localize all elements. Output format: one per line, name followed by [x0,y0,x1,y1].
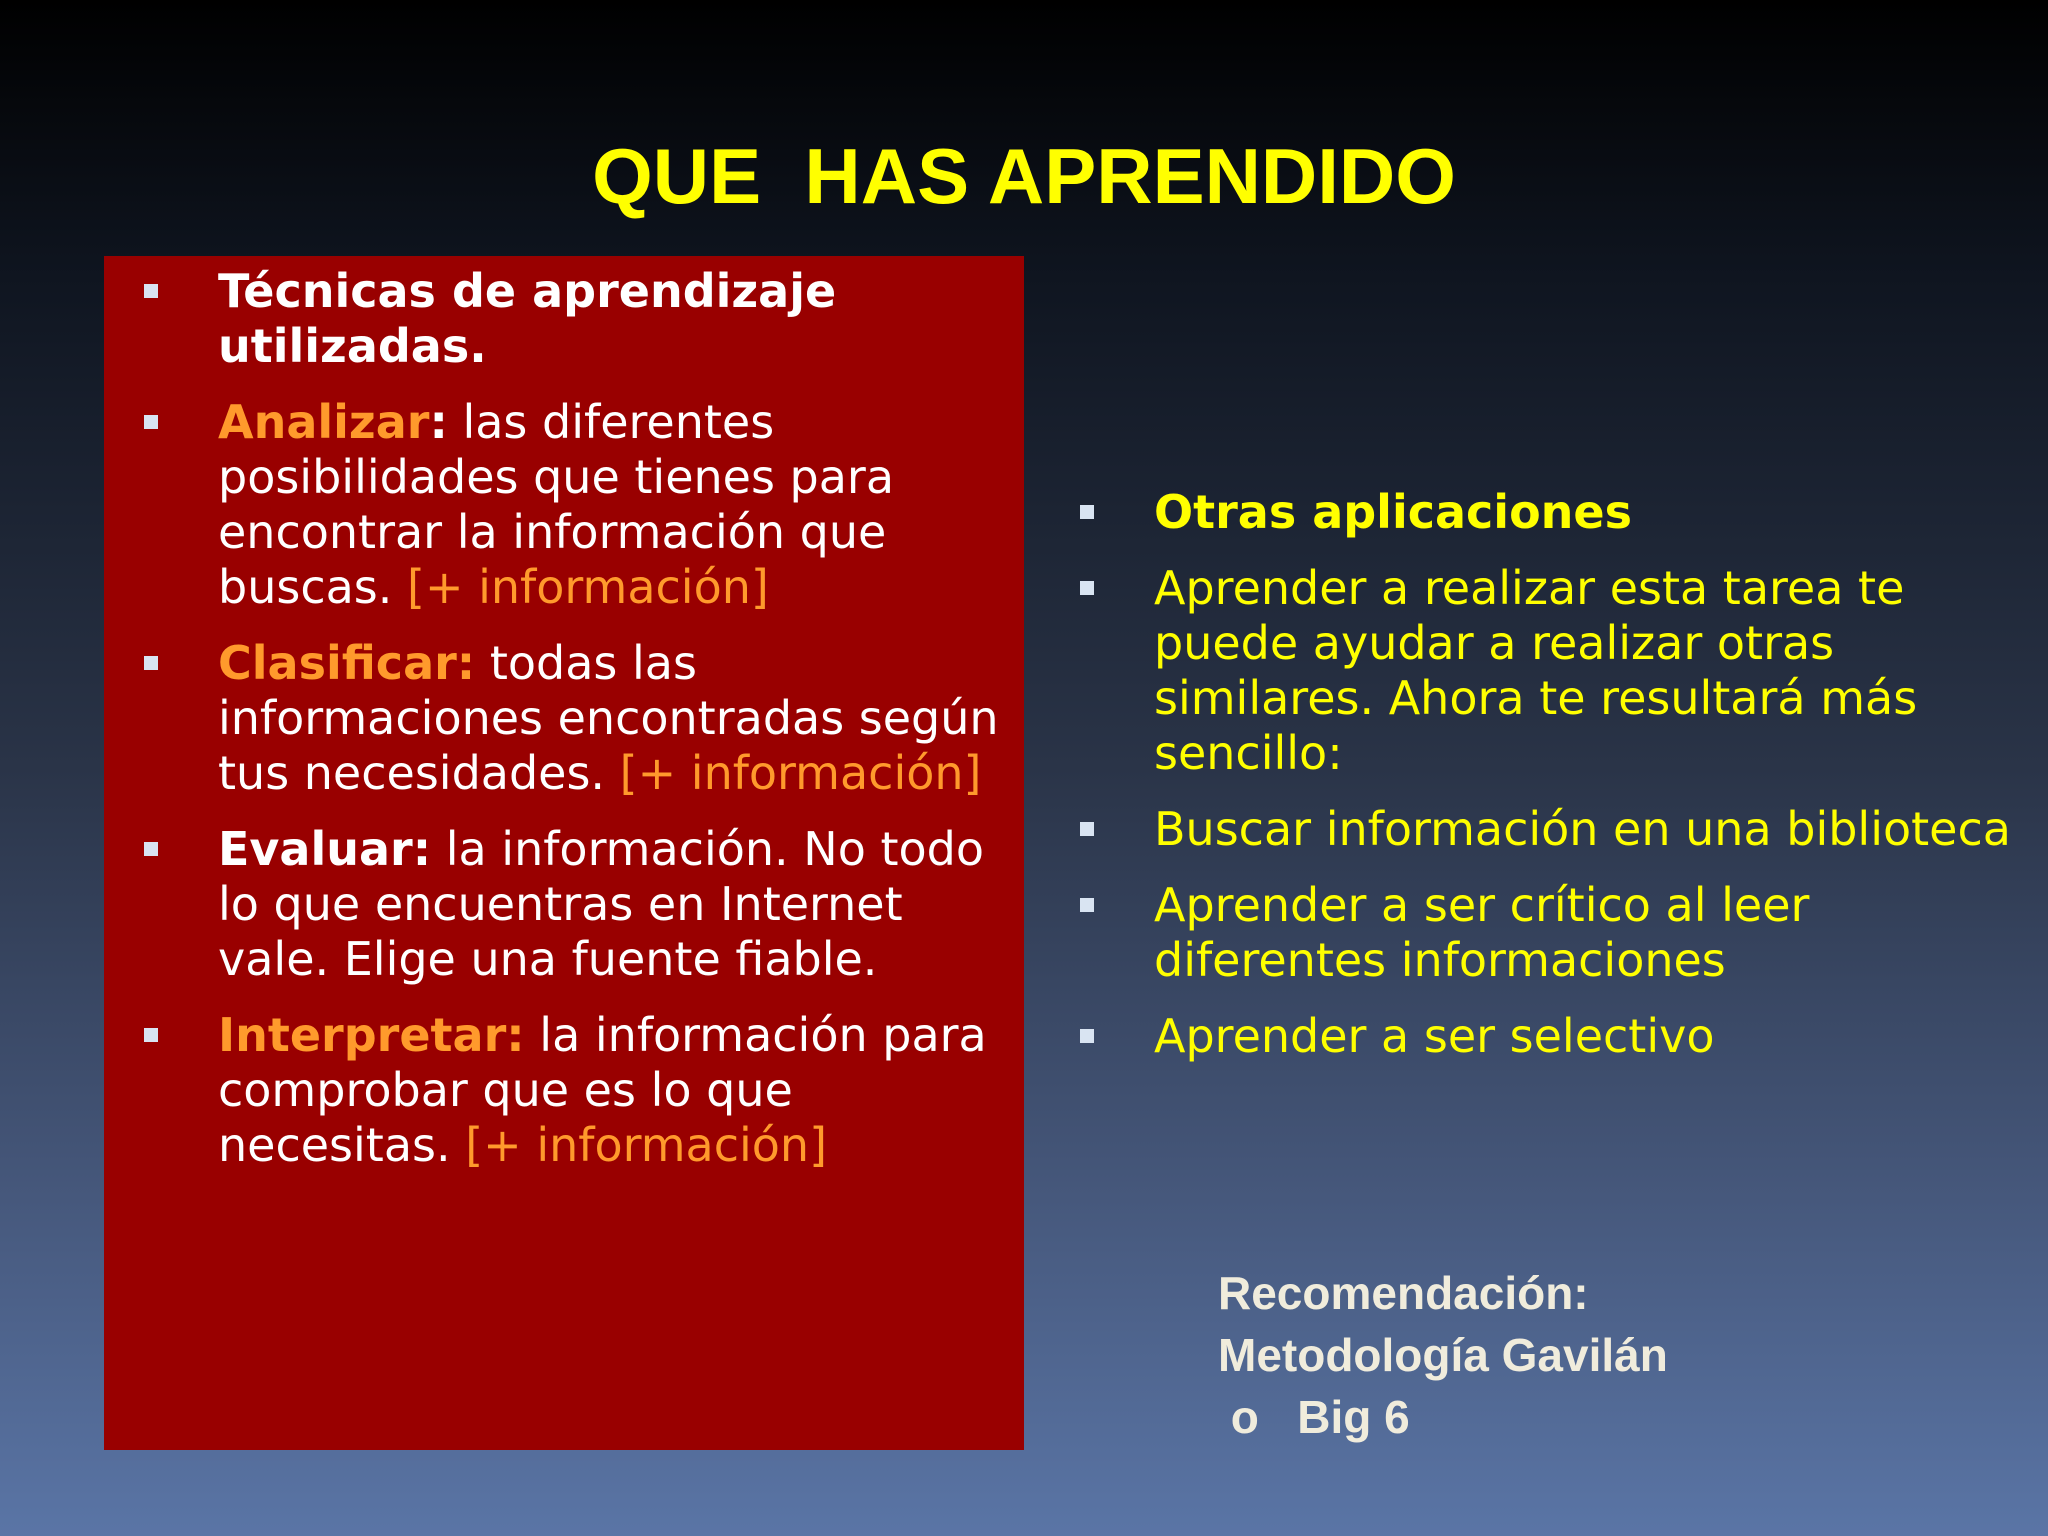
analizar-description: las diferentes posibilidades que tienes para encontrar la información que buscas. [218,395,895,614]
recommendation-methodology: Metodología Gavilán [1218,1329,1668,1381]
clasificar-description: todas las informaciones encontradas según tus necesidades. [218,636,999,800]
application-text: Aprender a ser selectivo [1154,1009,1715,1063]
square-bullet-icon [144,656,158,670]
term-clasificar: Clasificar: [218,636,476,690]
square-bullet-icon [1080,898,1094,912]
term-analizar: Analizar [218,395,430,449]
recommendation-alternative: o Big 6 [1218,1391,1410,1443]
square-bullet-icon [144,284,158,298]
list-item-interpretar [104,1008,1024,1173]
list-item-clasificar [104,636,1024,801]
square-bullet-icon [1080,1029,1094,1043]
other-applications-heading: Otras aplicaciones [1154,485,1632,539]
techniques-heading: Técnicas de aprendizaje utilizadas. [218,264,837,373]
recommendation-block [1218,1262,1668,1448]
list-item-analizar [104,395,1024,615]
evaluar-description: la información. No todo lo que encuentras en Internet vale. Elige una fuente fiable. [218,822,984,986]
more-info-link-interpretar[interactable]: [+ información] [465,1118,828,1172]
term-colon: : [429,395,448,449]
square-bullet-icon [1080,505,1094,519]
square-bullet-icon [1080,581,1094,595]
square-bullet-icon [144,415,158,429]
more-info-link-analizar[interactable]: [+ información] [407,560,769,614]
square-bullet-icon [144,1028,158,1042]
other-applications-list [1040,485,2040,1085]
list-item-application [1040,561,2040,781]
list-item-application [1040,878,2040,988]
learning-techniques-list [104,264,1024,1194]
square-bullet-icon [1080,822,1094,836]
square-bullet-icon [144,842,158,856]
list-item-evaluar [104,822,1024,987]
list-item-application [1040,1009,2040,1064]
recommendation-label: Recomendación: [1218,1267,1589,1319]
application-text: Aprender a ser crítico al leer diferentes informaciones [1154,878,1810,987]
application-text: Buscar información en una biblioteca [1154,802,2011,856]
term-interpretar: Interpretar: [218,1008,525,1062]
list-item-application [1040,802,2040,857]
term-evaluar: Evaluar: [218,822,432,876]
interpretar-description: la información para comprobar que es lo que necesitas. [218,1008,987,1172]
list-item-other-applications-heading [1040,485,2040,540]
more-info-link-clasificar[interactable]: [+ información] [619,746,982,800]
application-text: Aprender a realizar esta tarea te puede ayudar a realizar otras similares. Ahora te resultará más sencillo: [1154,561,1918,780]
slide-title: QUE HAS APRENDIDO [592,132,1456,220]
list-item-techniques-heading [104,264,1024,374]
